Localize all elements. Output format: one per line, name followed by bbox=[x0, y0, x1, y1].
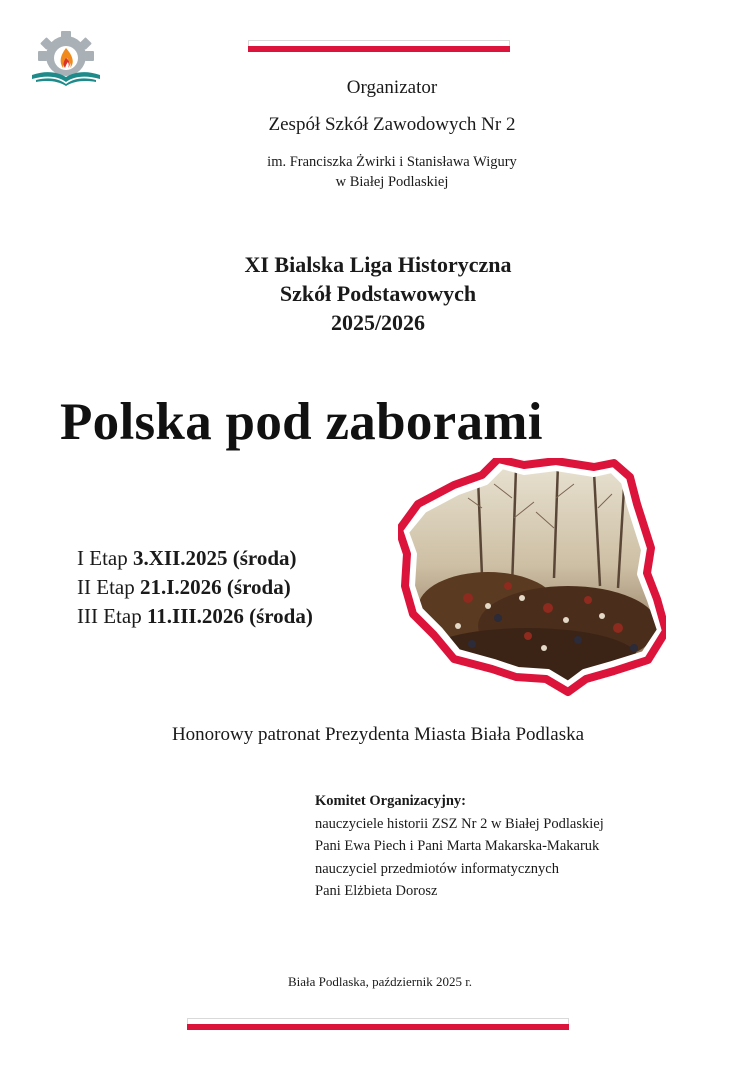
stage-item bbox=[77, 544, 313, 573]
organizer-label: Organizator bbox=[346, 77, 438, 98]
stage-date: 3.XII.2025 (środa) bbox=[132, 546, 297, 570]
committee-line: Pani Ewa Piech i Pani Marta Makarska-Makaruk bbox=[315, 838, 600, 854]
top-flag-bar bbox=[248, 40, 510, 52]
school-patrons-line2: w Białej Podlaskiej bbox=[335, 174, 449, 190]
place-date: Biała Podlaska, październik 2025 r. bbox=[287, 974, 473, 989]
bottom-flag-bar bbox=[187, 1018, 569, 1030]
poland-map-painting bbox=[398, 458, 666, 698]
committee-heading: Komitet Organizacyjny: bbox=[315, 793, 467, 809]
school-name: Zespół Szkół Zawodowych Nr 2 bbox=[268, 114, 516, 135]
league-title-line3: 2025/2026 bbox=[330, 310, 426, 335]
committee-line: nauczyciel przedmiotów informatycznych bbox=[315, 860, 559, 877]
patronage-text: Honorowy patronat Prezydenta Miasta Biała Podlaska bbox=[171, 724, 585, 745]
stage-item bbox=[77, 573, 313, 602]
stage-item bbox=[77, 602, 313, 631]
organizing-committee bbox=[315, 790, 604, 903]
stage-label: III Etap bbox=[77, 604, 142, 628]
stages-list bbox=[77, 544, 313, 631]
stage-date: 21.I.2026 (środa) bbox=[139, 575, 291, 599]
stage-label: II Etap bbox=[77, 575, 135, 599]
stage-date: 11.III.2026 (środa) bbox=[146, 604, 313, 628]
league-title bbox=[6, 250, 744, 337]
committee-line: nauczyciele historii ZSZ Nr 2 w Białej Podlaskiej bbox=[315, 815, 604, 832]
stage-label: I Etap bbox=[77, 546, 128, 570]
league-title-line1: XI Bialska Liga Historyczna bbox=[244, 252, 512, 277]
school-patrons-line1: im. Franciszka Żwirki i Stanisława Wigury bbox=[267, 154, 517, 170]
main-title: Polska pod zaborami bbox=[60, 393, 543, 451]
league-title-line2: Szkół Podstawowych bbox=[279, 281, 477, 306]
school-patrons bbox=[20, 152, 744, 192]
committee-line: Pani Elżbieta Dorosz bbox=[315, 883, 438, 899]
